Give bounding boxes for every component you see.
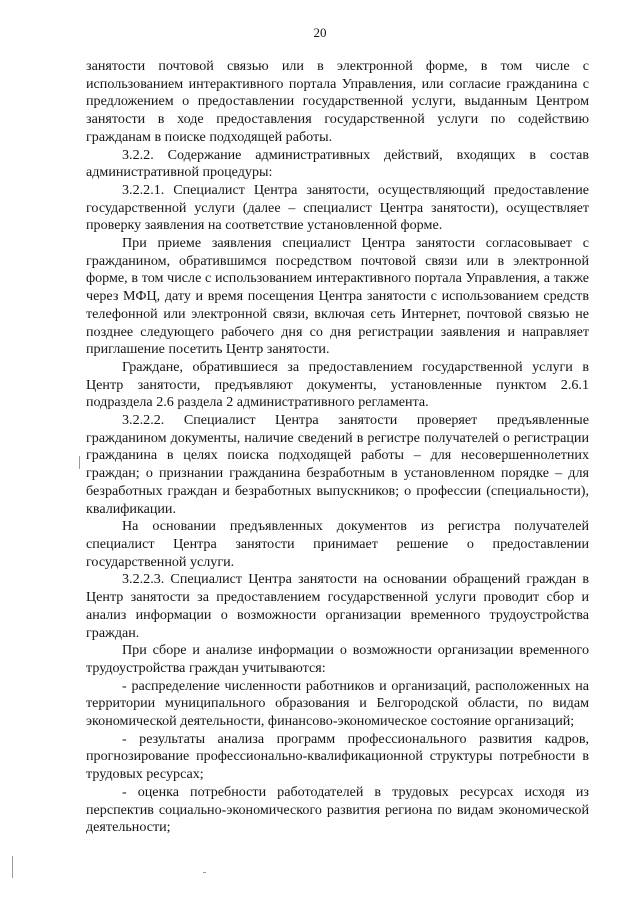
scan-artifact: [203, 872, 206, 873]
paragraph: Граждане, обратившиеся за предоставлением государственной услуги в Центр занятости, предъявляют документы, установленные пунктом 2.6.1 подраздела 2.6 раздела 2 административного регламента.: [86, 358, 589, 411]
page-number: 20: [313, 25, 327, 40]
paragraph: При сборе и анализе информации о возможности организации временного трудоустройства граждан учитываются:: [86, 642, 589, 676]
paragraph: На основании предъявленных документов из регистра получателей специалист Центра занятости принимает решение о предоставлении государственной услуги.: [86, 518, 589, 570]
paragraph: 3.2.2.3. Специалист Центра занятости на основании обращений граждан в Центр занятости за предоставлением государственной услуги проводит сбор и анализ информации о возможности организации временного трудоустройства граждан.: [86, 571, 589, 641]
document-body: [86, 58, 589, 837]
paragraph: 3.2.2.1. Специалист Центра занятости, осуществляющий предоставление государственной услуги (далее – специалист Центра занятости), осуществляет проверку заявления на соответствие установленной форме.: [86, 181, 589, 234]
scan-artifact: [12, 856, 13, 878]
paragraph: занятости почтовой связью или в электронной форме, в том числе с использованием интерактивного портала Управления, или согласие гражданина с предложением о предоставлении государственной услуги, выданным Центром занятости в ходе предоставления государственной услуги по содействию гражданам в поиске подходящей работы.: [86, 58, 589, 145]
paragraph: При приеме заявления специалист Центра занятости согласовывает с гражданином, обратившимся посредством почтовой связи или в электронной форме, в том числе с использованием интерактивного портала Управления, а также через МФЦ, дату и время посещения Центра занятости с использованием средств телефонной или электронной связи, включая сеть Интернет, почтовой связью не позднее следующего рабочего дня со дня регистрации заявления и направляет приглашение посетить Центр занятости.: [86, 235, 589, 358]
paragraph: - оценка потребности работодателей в трудовых ресурсах исходя из перспектив социально-экономического развития региона по видам экономической деятельности;: [86, 783, 589, 836]
paragraph: - распределение численности работников и организаций, расположенных на территории муниципального образования и Белгородской области, по видам экономической деятельности, финансово-экономическое состояние организаций;: [86, 677, 589, 730]
paragraph: 3.2.2.2. Специалист Центра занятости проверяет предъявленные гражданином документы, наличие сведений в регистре получателей о регистрации гражданина в целях поиска подходящей работы – для несовершеннолетних граждан; о признании гражданина безработным в установленном порядке – для безработных граждан и безработных выпускников; о профессии (специальности), квалификации.: [86, 412, 589, 517]
paragraph: 3.2.2. Содержание административных действий, входящих в состав административной процедуры:: [86, 146, 589, 181]
scan-artifact: [79, 456, 80, 469]
paragraph: - результаты анализа программ профессионального развития кадров, прогнозирование профессионально-квалификационной структуры потребности в трудовых ресурсах;: [86, 730, 589, 783]
